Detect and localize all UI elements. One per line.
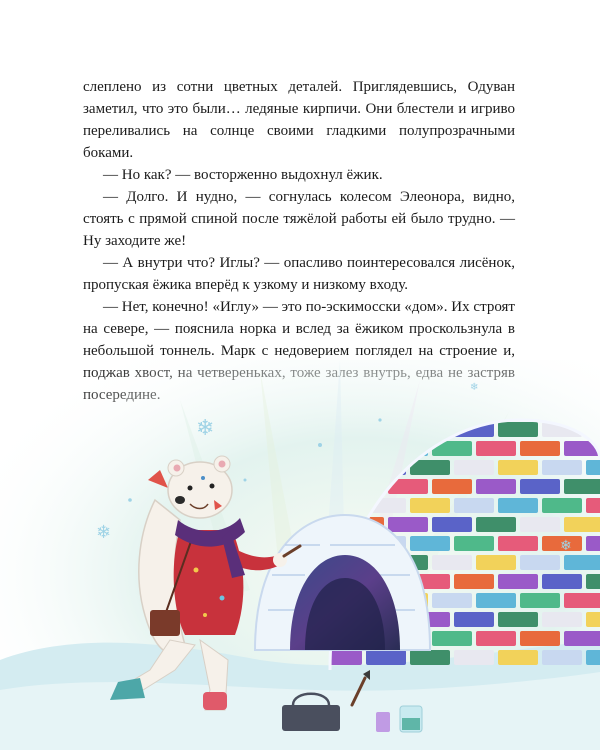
ice-brick — [586, 460, 600, 475]
ice-brick — [476, 479, 516, 494]
ice-brick — [586, 650, 600, 665]
ice-brick — [564, 555, 600, 570]
ice-brick — [586, 574, 600, 589]
ice-brick — [520, 517, 560, 532]
paragraph: — Нет, конечно! «Иглу» — это по-эскимосски «дом». Их строят на севере, — пояснила норка и вслед за ёжиком проскользнула в небольшой тоннель. Марк с недоверием поглядел на строение и, — [83, 299, 515, 359]
ice-brick — [432, 593, 472, 608]
ice-brick — [476, 441, 516, 456]
story-text — [83, 76, 515, 406]
ice-brick — [498, 650, 538, 665]
ice-brick — [432, 631, 472, 646]
ice-brick — [432, 517, 472, 532]
ice-brick — [520, 593, 560, 608]
paragraph: — Долго. И нудно, — согнулась колесом Элеонора, видно, стоять с прямой спиной после тяжёлой работы ей было трудно. — Ну заходите же! — [83, 189, 515, 249]
ice-brick — [498, 612, 538, 627]
ice-brick — [432, 555, 472, 570]
ice-brick — [542, 498, 582, 513]
ice-brick — [454, 536, 494, 551]
ice-brick — [520, 555, 560, 570]
ice-brick — [586, 498, 600, 513]
ice-brick — [564, 631, 600, 646]
ice-brick — [586, 536, 600, 551]
ice-brick — [498, 574, 538, 589]
ice-brick — [564, 593, 600, 608]
ice-brick — [476, 631, 516, 646]
ice-brick — [542, 460, 582, 475]
ice-brick — [586, 612, 600, 627]
ice-brick — [432, 479, 472, 494]
ice-brick — [476, 517, 516, 532]
ice-brick — [454, 650, 494, 665]
ice-brick — [498, 422, 538, 437]
ice-brick — [498, 536, 538, 551]
ice-brick — [520, 479, 560, 494]
paragraph: — А внутри что? Иглы? — опасливо поинтересовался лисёнок, пропуская ёжика вперёд к узкому и низкому входу. — [83, 255, 515, 293]
igloo-illustration — [0, 360, 600, 750]
ice-brick — [366, 650, 406, 665]
ice-brick — [564, 517, 600, 532]
paragraph: — Но как? — восторженно выдохнул ёжик. — [103, 167, 383, 183]
svg-text:❄: ❄ — [560, 538, 572, 554]
svg-text:❄: ❄ — [96, 522, 112, 543]
ice-brick — [542, 612, 582, 627]
svg-text:❄: ❄ — [470, 382, 479, 393]
svg-text:❄: ❄ — [196, 416, 215, 441]
ice-brick — [454, 460, 494, 475]
ice-brick — [476, 555, 516, 570]
ice-brick — [520, 441, 560, 456]
ice-brick — [410, 536, 450, 551]
ice-brick — [454, 498, 494, 513]
ice-brick — [388, 517, 428, 532]
paragraph: слеплено из сотни цветных деталей. Приглядевшись, Одуван заметил, что это были… ледяные кирпичи. Они блестели и игриво переливались на солнце своими гладкими полупрозрачными боками. — [83, 79, 515, 161]
ice-brick — [542, 650, 582, 665]
ice-brick — [498, 460, 538, 475]
ice-brick — [454, 612, 494, 627]
ice-brick — [410, 498, 450, 513]
ice-brick — [410, 650, 450, 665]
ice-brick — [564, 479, 600, 494]
ice-brick — [476, 593, 516, 608]
ice-brick — [454, 574, 494, 589]
ice-brick — [498, 498, 538, 513]
ice-brick — [542, 574, 582, 589]
ice-brick — [520, 631, 560, 646]
